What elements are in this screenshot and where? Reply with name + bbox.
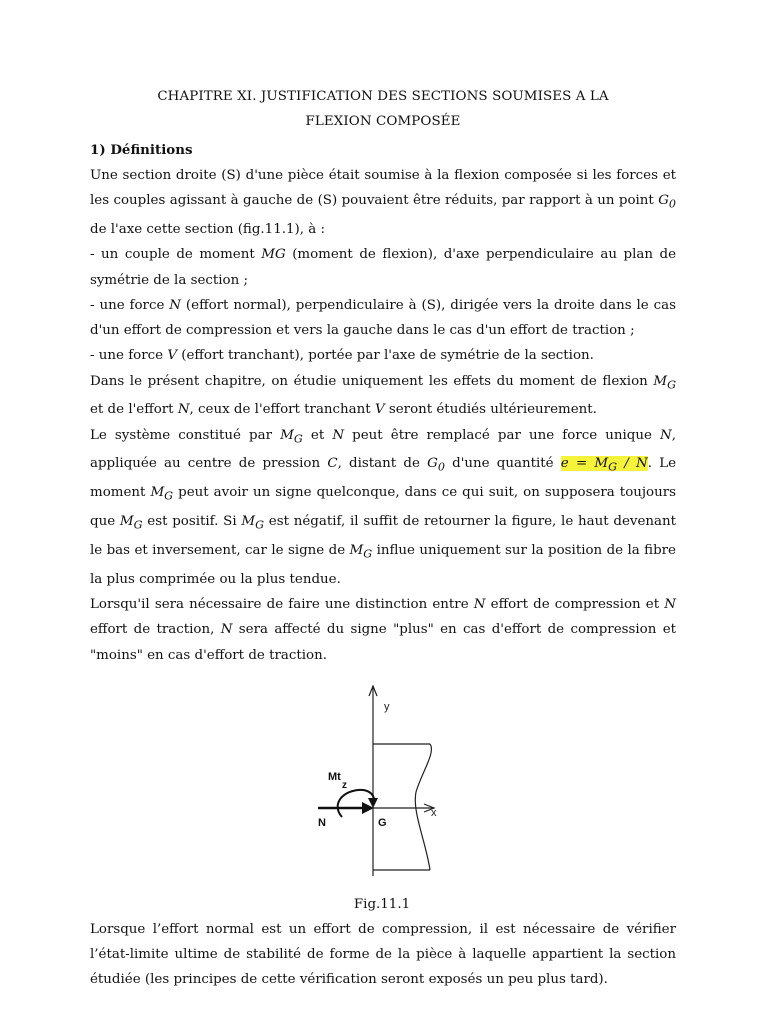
moment-label: Mt bbox=[328, 770, 341, 783]
paragraph-normal-force: - une force N (effort normal), perpendiculaire à (S), dirigée vers la droite dans le cas d'un effort de compression et vers la gauche dans le cas d'un effort de traction ; bbox=[90, 297, 676, 339]
moment-curve bbox=[338, 790, 374, 817]
paragraph-couple: - un couple de moment MG (moment de flexion), d'axe perpendiculaire au plan de symétrie de la section ; bbox=[90, 247, 676, 288]
paragraph-stability: Lorsque l’effort normal est un effort de compression, il est nécessaire de vérifier l’état-limite ultime de stabilité de forme de la pièce à laquelle appartient la section étudiée (les principes de cette vérification seront exposés un peu plus tard). bbox=[90, 921, 676, 988]
section-diagram bbox=[318, 682, 450, 878]
figure-caption: Fig.11.1 bbox=[353, 896, 411, 912]
normal-force-label: N bbox=[318, 816, 326, 829]
paragraph-chapter-scope: Dans le présent chapitre, on étudie uniquement les effets du moment de flexion $M_G$ et de l'effort N, ceux de l'effort tranchant V seront étudiés ultérieurement. bbox=[90, 373, 676, 418]
x-axis-label: x bbox=[431, 806, 437, 819]
centroid-label: G bbox=[378, 816, 387, 829]
paragraph-definition: Une section droite (S) d'une pièce était soumise à la flexion composée si les forces et les couples agissant à gauche de (S) pouvaient être réduits, par rapport à un point $G_0$ de l'axe cette section (fig.11.1), à : bbox=[90, 168, 676, 238]
paragraph-shear-force: - une force V (effort tranchant), portée par l'axe de symétrie de la section. bbox=[90, 348, 594, 364]
paragraph-sign-convention: Lorsqu'il sera nécessaire de faire une distinction entre N effort de compression et N effort de traction, N sera affecté du signe "plus" en cas d'effort de compression et "moins" en cas d'effort de traction. bbox=[90, 597, 676, 663]
highlighted-formula: $e = M_G / N$ bbox=[560, 456, 648, 475]
chapter-title bbox=[90, 84, 676, 134]
section-break-line bbox=[415, 744, 431, 870]
figure-11-1 bbox=[0, 682, 768, 882]
section-heading: 1) Définitions bbox=[90, 142, 193, 158]
chapter-title-line-2: FLEXION COMPOSÉE bbox=[305, 114, 461, 129]
y-axis-label: y bbox=[384, 700, 390, 713]
paragraph-pressure-center: Le système constitué par $M_G$ et N peut être remplacé par une force unique N, appliquée au centre de pression C, distant de $G_0$ d'une quantité $e = M_G / N$. Le moment $M_G$ peut avoir un signe quelconque, dans ce qui suit, on supposera toujours que $M_G$ est positif. Si $M_G$ est négatif, il suffit de retourner la figure, le haut devenant le bas et inversement, car le signe de $M_G$ influe uniquement sur la position de la fibre la plus comprimée ou la plus tendue. bbox=[90, 427, 677, 587]
moment-subscript-label: z bbox=[342, 779, 347, 791]
chapter-title-line-1: CHAPITRE XI. JUSTIFICATION DES SECTIONS SOUMISES A LA bbox=[157, 89, 609, 104]
